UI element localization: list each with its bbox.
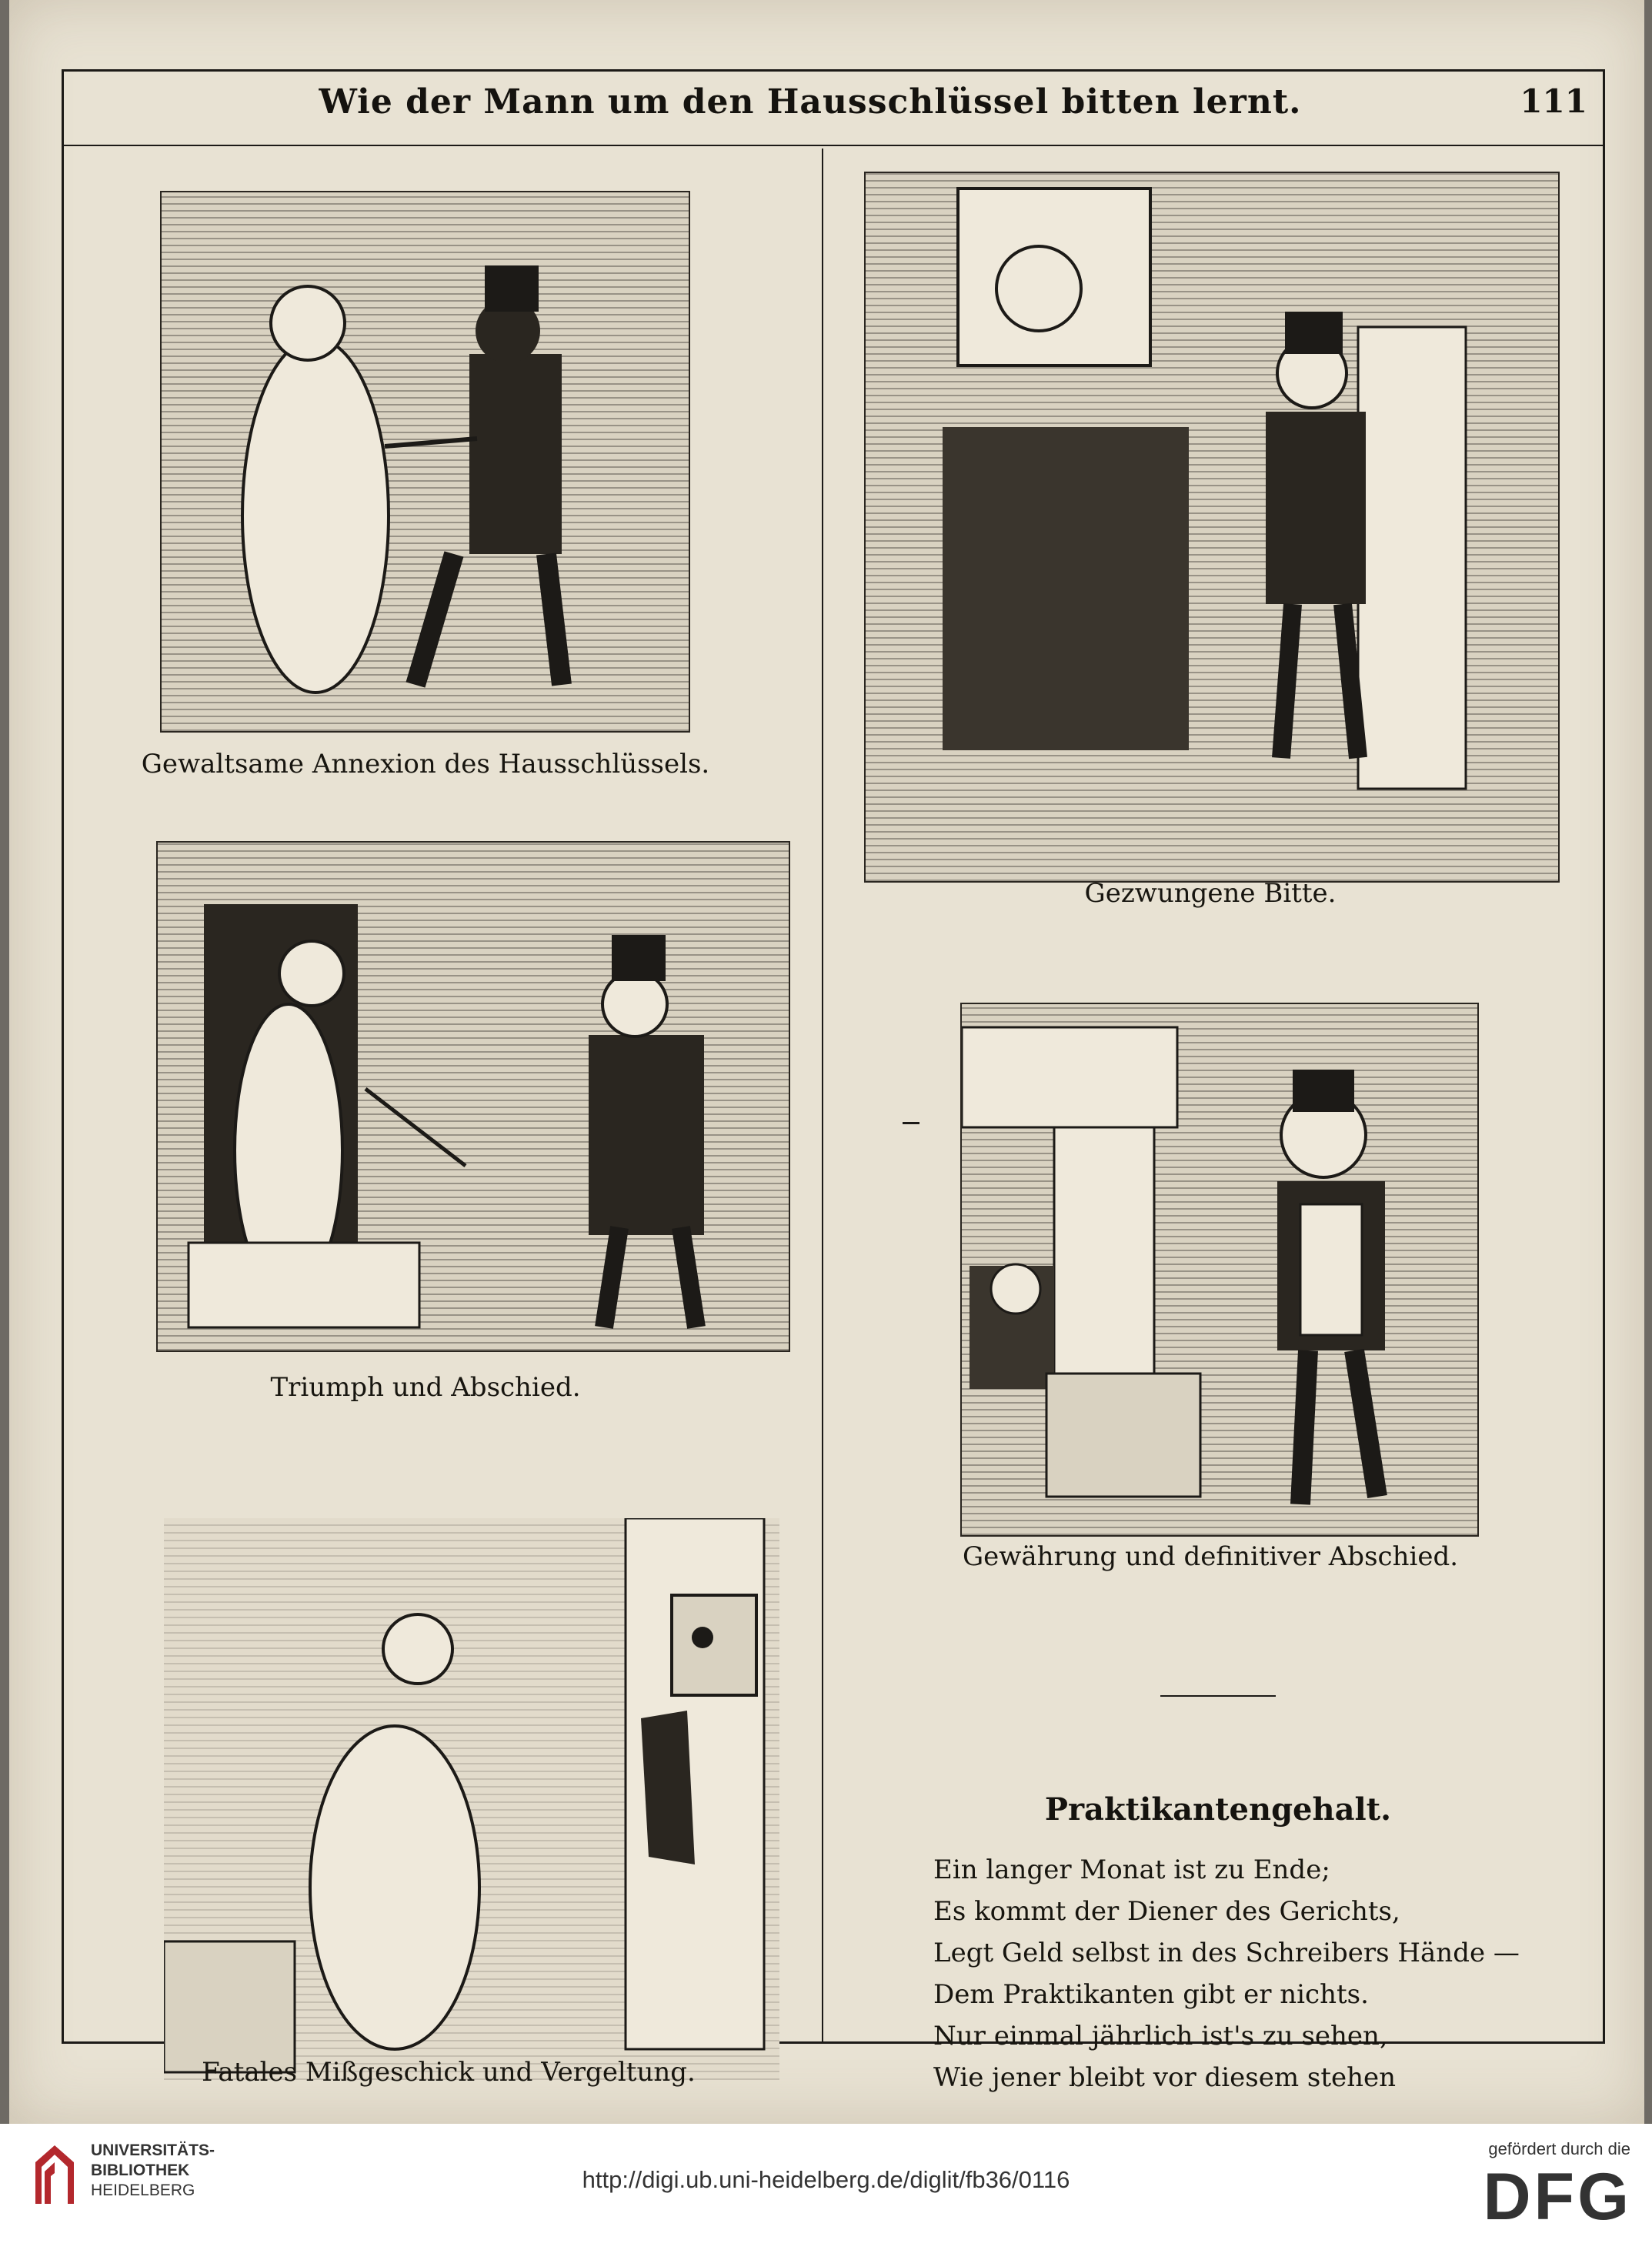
dfg-logo: DFG [1483,2160,1632,2234]
column-dash [903,1122,919,1124]
page-frame [62,69,1605,2093]
illustration-caption: Gewährung und definitiver Abschied. [962,1541,1459,1572]
section-divider [1160,1695,1276,1697]
poem-title: Praktikantengehalt. [1044,1791,1392,1828]
column-rule [822,149,823,2041]
illustration-forced-plea [864,172,1560,883]
permalink-url[interactable]: http://digi.ub.uni-heidelberg.de/diglit/fb36/0116 [582,2166,1070,2193]
illustration-caption: Gezwungene Bitte. [1084,878,1337,909]
illustration-key-annexion [160,191,690,733]
poem-body [933,1849,1595,2098]
poem-line: Dem Praktikanten gibt er nichts. [933,1979,1369,2010]
illustration-caption: Fatales Mißgeschick und Vergeltung. [202,2057,696,2088]
poem-line: Legt Geld selbst in des Schreibers Hände — [933,1938,1520,1968]
illustration-caption: Triumph und Abschied. [270,1372,581,1403]
funding-label: gefördert durch die [1488,2139,1630,2158]
header-rule [64,145,1603,146]
page-number: 111 [1520,82,1587,120]
library-name: UNIVERSITÄTS- BIBLIOTHEK HEIDELBERG [91,2142,215,2199]
illustration-granting [960,1003,1479,1537]
poem-line: Wie jener bleibt vor diesem stehen [933,2062,1397,2093]
poem-line: Ein langer Monat ist zu Ende; [933,1854,1330,1885]
illustration-triumph [156,841,790,1352]
poem-line: Es kommt der Diener des Gerichts, [933,1896,1400,1927]
illustration-mishap [164,1518,779,2080]
journal-page [9,0,1644,2124]
illustration-caption: Gewaltsame Annexion des Hausschlüssels. [141,749,710,779]
footer-bar [0,2124,1652,2250]
page-title: Wie der Mann um den Hausschlüssel bitten lernt. [319,82,1302,122]
poem-line: Nur einmal jährlich ist's zu sehen, [933,2021,1388,2051]
